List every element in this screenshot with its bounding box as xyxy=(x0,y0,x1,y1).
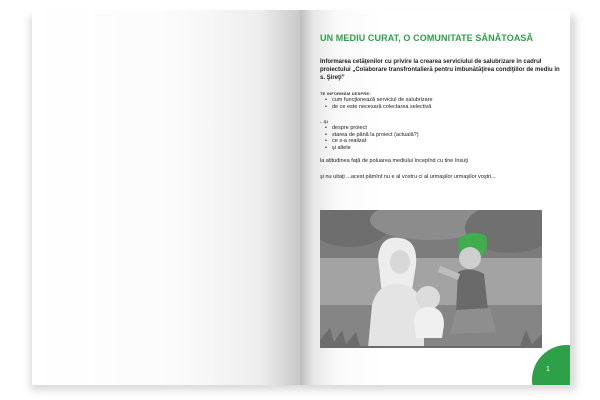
page-corner-badge xyxy=(532,345,570,385)
attitude-paragraph: la atitudinea faţă de poluarea mediului începînd cu tine însuţi xyxy=(320,158,468,164)
family-photo-illustration xyxy=(320,210,542,348)
family-photo xyxy=(320,210,542,348)
page-title: UN MEDIU CURAT, O COMUNITATE SĂNĂTOASĂ xyxy=(320,33,534,43)
list-item: • cum funcţionează serviciul de salubrizare xyxy=(320,97,433,104)
page-number: 1 xyxy=(546,366,550,373)
also-list xyxy=(320,125,419,152)
intro-paragraph: Informarea cetăţenilor cu privire la crearea serviciului de salubrizare în cadrul proiectului „Colaborare transfrontalieră pentru îmbunătăţirea condiţiilor de mediu în s. Şireţi” xyxy=(320,59,560,81)
section-heading-inform: TE INFORMĂM DESPRE: xyxy=(320,91,371,96)
section-heading-also: ...ŞI xyxy=(320,119,329,124)
list-item: • ce s-a realizat xyxy=(320,138,419,145)
left-page xyxy=(32,10,300,385)
closing-paragraph: şi nu uitaţi ...acest pămînt nu e al vostru ci al urmaşilor urmaşilor voştri... xyxy=(320,174,496,180)
inform-list xyxy=(320,97,433,110)
list-item: • starea de până la proiect (actuală?) xyxy=(320,132,419,139)
list-item: • despre proiect xyxy=(320,125,419,132)
right-page xyxy=(300,10,570,385)
list-item: • şi altele xyxy=(320,145,419,152)
list-item: • de ce este necesară colectarea selectivă xyxy=(320,104,433,111)
